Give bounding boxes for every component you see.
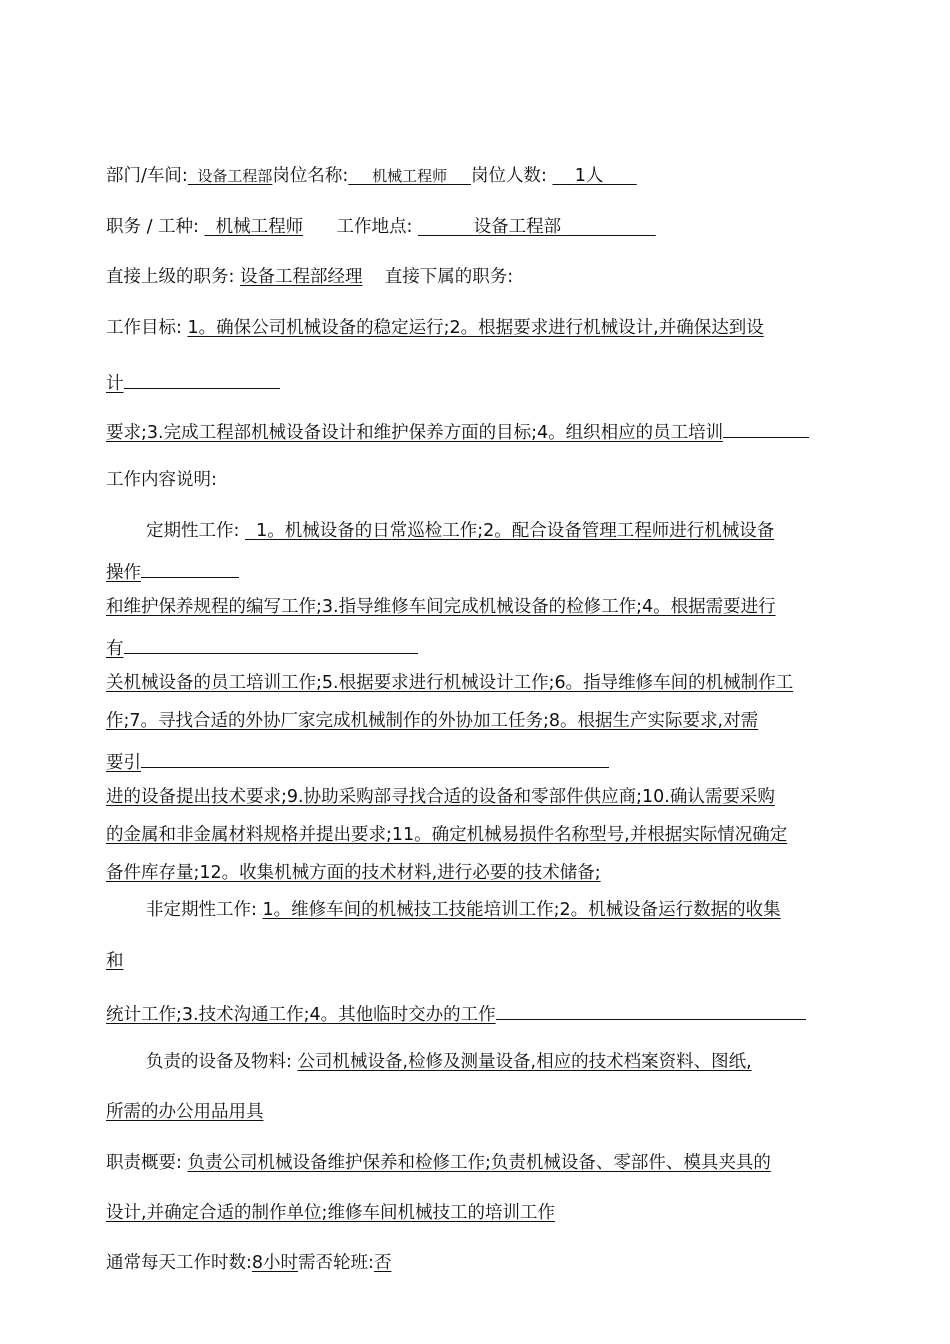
hours-value: 8小时	[251, 1253, 299, 1273]
nonperiodic-text-1: 1。维修车间的机械技工技能培训工作;2。机械设备运行数据的收集	[262, 900, 781, 920]
position-value: 机械工程师	[372, 167, 448, 185]
periodic-text-5: 关机械设备的员工培训工作;5.根据要求进行机械设计工作;6。指导维修车间的机械制作工	[106, 673, 794, 693]
summary-text-1: 负责公司机械设备维护保养和检修工作;负责机械设备、零部件、模具夹具的	[187, 1153, 771, 1173]
goal-line-2	[106, 369, 280, 395]
equipment-label: 负责的设备及物料:	[146, 1052, 292, 1072]
goal-label: 工作目标:	[106, 318, 182, 338]
subordinate-label: 直接下属的职务:	[384, 267, 514, 287]
periodic-line-9	[106, 824, 787, 846]
periodic-line-2	[106, 558, 239, 584]
periodic-line-3	[106, 596, 776, 618]
blank-underline	[124, 634, 418, 654]
periodic-line-10	[106, 862, 601, 884]
hours-label: 通常每天工作时数:	[106, 1253, 252, 1273]
periodic-line-6	[106, 710, 758, 732]
summary-line-2	[106, 1202, 555, 1224]
periodic-text-6: 作;7。寻找合适的外协厂家完成机械制作的外协加工任务;8。根据生产实际要求,对需	[106, 711, 759, 731]
periodic-line-1	[146, 520, 774, 542]
equipment-line-1	[146, 1051, 752, 1073]
periodic-text-1: 1。机械设备的日常巡检工作;2。配合设备管理工程师进行机械设备	[256, 521, 775, 541]
headcount-value: 1人	[574, 166, 604, 186]
goal-text-1: 1。确保公司机械设备的稳定运行;2。根据要求进行机械设计,并确保达到设	[187, 318, 764, 338]
headcount-label: 岗位人数:	[470, 166, 547, 186]
periodic-text-3: 和维护保养规程的编写工作;3.指导维修车间完成机械设备的检修工作;4。根据需要进行	[106, 597, 776, 617]
location-value: 设备工程部	[473, 217, 562, 237]
shift-value: 否	[373, 1253, 392, 1273]
blank-underline	[141, 748, 609, 768]
supervisor-row	[106, 266, 513, 288]
periodic-text-9: 的金属和非金属材料规格并提出要求;11。确定机械易损件名称型号,并根据实际情况确定	[106, 825, 788, 845]
dept-label: 部门/车间:	[106, 166, 188, 186]
periodic-text-2: 操作	[106, 563, 141, 583]
dept-value: 设备工程部	[197, 167, 273, 185]
goal-text-2: 计	[106, 374, 124, 394]
position-label: 岗位名称:	[272, 166, 349, 186]
periodic-text-8: 进的设备提出技术要求;9.协助采购部寻找合适的设备和零部件供应商;10.确认需要采购	[106, 787, 775, 807]
summary-label: 职责概要:	[106, 1153, 182, 1173]
hours-row	[106, 1252, 391, 1274]
goal-line-3	[106, 418, 809, 444]
blank-underline	[496, 1000, 806, 1020]
periodic-line-7	[106, 748, 609, 774]
nonperiodic-line-2	[106, 950, 124, 972]
equipment-text-1: 公司机械设备,检修及测量设备,相应的技术档案资料、图纸,	[297, 1052, 752, 1072]
periodic-text-10: 备件库存量;12。收集机械方面的技术材料,进行必要的技术储备;	[106, 863, 601, 883]
shift-label: 需否轮班:	[298, 1253, 374, 1273]
periodic-text-7: 要引	[106, 753, 141, 773]
periodic-line-8	[106, 786, 775, 808]
job-row	[106, 216, 656, 238]
blank-underline	[723, 418, 809, 438]
job-label: 职务 / 工种:	[106, 217, 199, 237]
periodic-line-5	[106, 672, 793, 694]
nonperiodic-line-1	[146, 899, 781, 921]
blank-underline	[141, 558, 239, 578]
periodic-label: 定期性工作:	[146, 521, 240, 541]
nonperiodic-line-3	[106, 1000, 806, 1026]
supervisor-value: 设备工程部经理	[239, 267, 363, 287]
goal-line-1	[106, 317, 764, 339]
equipment-line-2	[106, 1101, 264, 1123]
equipment-text-2: 所需的办公用品用具	[106, 1102, 264, 1122]
job-value: 机械工程师	[215, 217, 304, 237]
periodic-text-4: 有	[106, 639, 124, 659]
dept-row	[106, 165, 637, 187]
nonperiodic-label: 非定期性工作:	[146, 900, 257, 920]
summary-text-2: 设计,并确定合适的制作单位;维修车间机械技工的培训工作	[106, 1203, 555, 1223]
content-heading: 工作内容说明:	[106, 470, 217, 490]
periodic-line-4	[106, 634, 418, 660]
nonperiodic-text-2: 和	[106, 951, 124, 971]
supervisor-label: 直接上级的职务:	[106, 267, 235, 287]
blank-underline	[124, 369, 280, 389]
location-label: 工作地点:	[336, 217, 413, 237]
summary-line-1	[106, 1152, 771, 1174]
nonperiodic-text-3: 统计工作;3.技术沟通工作;4。其他临时交办的工作	[106, 1005, 496, 1025]
goal-text-3: 要求;3.完成工程部机械设备设计和维护保养方面的目标;4。组织相应的员工培训	[106, 423, 724, 443]
